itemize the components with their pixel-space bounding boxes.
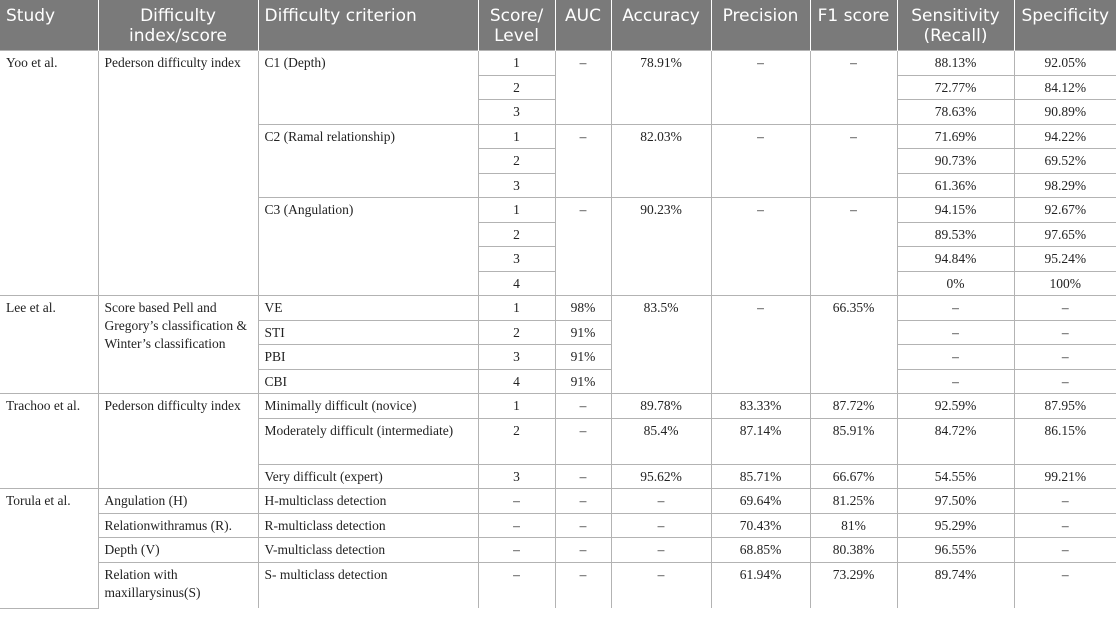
table-row <box>0 562 1116 608</box>
sensitivity-cell: 0% <box>897 271 1014 296</box>
specificity-cell: 87.95% <box>1014 394 1116 419</box>
f1-cell: 73.29% <box>810 562 897 608</box>
index-cell: Score based Pell and Gregory’s classification & Winter’s classification <box>98 296 258 394</box>
level-cell: – <box>478 562 555 608</box>
study-cell: Trachoo et al. <box>0 394 98 489</box>
criterion-cell: S- multiclass detection <box>258 562 478 608</box>
level-cell: 3 <box>478 247 555 272</box>
precision-cell: 70.43% <box>711 513 810 538</box>
accuracy-cell: – <box>611 489 711 514</box>
specificity-cell: – <box>1014 369 1116 394</box>
sensitivity-cell: 90.73% <box>897 149 1014 174</box>
auc-cell: – <box>555 418 611 464</box>
f1-cell: 66.67% <box>810 464 897 489</box>
specificity-cell: – <box>1014 489 1116 514</box>
level-cell: 1 <box>478 296 555 321</box>
specificity-cell: 97.65% <box>1014 222 1116 247</box>
criterion-cell: Moderately difficult (intermediate) <box>258 418 478 464</box>
sensitivity-cell: 94.84% <box>897 247 1014 272</box>
specificity-cell: – <box>1014 320 1116 345</box>
level-cell: – <box>478 538 555 563</box>
specificity-cell: – <box>1014 345 1116 370</box>
header-difficulty-index: Difficulty index/score <box>98 0 258 51</box>
auc-cell: – <box>555 51 611 125</box>
auc-cell: – <box>555 489 611 514</box>
level-cell: 4 <box>478 271 555 296</box>
precision-cell: – <box>711 124 810 198</box>
level-cell: 2 <box>478 418 555 464</box>
specificity-cell: 84.12% <box>1014 75 1116 100</box>
accuracy-cell: – <box>611 513 711 538</box>
level-cell: – <box>478 513 555 538</box>
level-cell: – <box>478 489 555 514</box>
study-cell: Torula et al. <box>0 489 98 609</box>
specificity-cell: – <box>1014 562 1116 608</box>
index-cell: Relationwithramus (R). <box>98 513 258 538</box>
specificity-cell: – <box>1014 296 1116 321</box>
sensitivity-cell: 96.55% <box>897 538 1014 563</box>
criterion-cell: Very difficult (expert) <box>258 464 478 489</box>
level-cell: 1 <box>478 51 555 76</box>
auc-cell: – <box>555 513 611 538</box>
sensitivity-cell: 97.50% <box>897 489 1014 514</box>
precision-cell: – <box>711 51 810 125</box>
criterion-cell: C2 (Ramal relationship) <box>258 124 478 198</box>
precision-cell: – <box>711 296 810 394</box>
precision-cell: 85.71% <box>711 464 810 489</box>
auc-cell: – <box>555 394 611 419</box>
f1-cell: 87.72% <box>810 394 897 419</box>
f1-cell: – <box>810 198 897 296</box>
level-cell: 1 <box>478 394 555 419</box>
auc-cell: – <box>555 124 611 198</box>
specificity-cell: 94.22% <box>1014 124 1116 149</box>
header-difficulty-criterion: Difficulty criterion <box>258 0 478 51</box>
sensitivity-cell: – <box>897 320 1014 345</box>
criterion-cell: C3 (Angulation) <box>258 198 478 296</box>
header-sensitivity: Sensitivity (Recall) <box>897 0 1014 51</box>
level-cell: 3 <box>478 345 555 370</box>
specificity-cell: 100% <box>1014 271 1116 296</box>
sensitivity-cell: 94.15% <box>897 198 1014 223</box>
accuracy-cell: 82.03% <box>611 124 711 198</box>
table-header <box>0 0 1116 51</box>
auc-cell: 91% <box>555 369 611 394</box>
header-specificity: Specificity <box>1014 0 1116 51</box>
auc-cell: 98% <box>555 296 611 321</box>
auc-cell: – <box>555 562 611 608</box>
table-row <box>0 51 1116 76</box>
precision-cell: 87.14% <box>711 418 810 464</box>
sensitivity-cell: 71.69% <box>897 124 1014 149</box>
level-cell: 4 <box>478 369 555 394</box>
table-row <box>0 296 1116 321</box>
sensitivity-cell: 95.29% <box>897 513 1014 538</box>
precision-cell: – <box>711 198 810 296</box>
auc-cell: 91% <box>555 345 611 370</box>
auc-cell: 91% <box>555 320 611 345</box>
level-cell: 3 <box>478 173 555 198</box>
study-cell: Yoo et al. <box>0 51 98 296</box>
auc-cell: – <box>555 464 611 489</box>
level-cell: 1 <box>478 198 555 223</box>
specificity-cell: 86.15% <box>1014 418 1116 464</box>
level-cell: 2 <box>478 320 555 345</box>
accuracy-cell: 78.91% <box>611 51 711 125</box>
sensitivity-cell: 88.13% <box>897 51 1014 76</box>
header-score-level: Score/ Level <box>478 0 555 51</box>
criterion-cell: Minimally difficult (novice) <box>258 394 478 419</box>
accuracy-cell: 89.78% <box>611 394 711 419</box>
index-cell: Pederson difficulty index <box>98 51 258 296</box>
criterion-cell: R-multiclass detection <box>258 513 478 538</box>
level-cell: 3 <box>478 100 555 125</box>
sensitivity-cell: 89.74% <box>897 562 1014 608</box>
criterion-cell: VE <box>258 296 478 321</box>
f1-cell: – <box>810 51 897 125</box>
precision-cell: 69.64% <box>711 489 810 514</box>
table-row <box>0 513 1116 538</box>
sensitivity-cell: – <box>897 345 1014 370</box>
index-cell: Relation with maxillarysinus(S) <box>98 562 258 608</box>
index-cell: Depth (V) <box>98 538 258 563</box>
criterion-cell: PBI <box>258 345 478 370</box>
sensitivity-cell: 92.59% <box>897 394 1014 419</box>
level-cell: 1 <box>478 124 555 149</box>
header-precision: Precision <box>711 0 810 51</box>
sensitivity-cell: 84.72% <box>897 418 1014 464</box>
specificity-cell: 92.67% <box>1014 198 1116 223</box>
specificity-cell: 69.52% <box>1014 149 1116 174</box>
criterion-cell: H-multiclass detection <box>258 489 478 514</box>
f1-cell: 85.91% <box>810 418 897 464</box>
header-accuracy: Accuracy <box>611 0 711 51</box>
accuracy-cell: 95.62% <box>611 464 711 489</box>
sensitivity-cell: 61.36% <box>897 173 1014 198</box>
f1-cell: 81% <box>810 513 897 538</box>
specificity-cell: – <box>1014 538 1116 563</box>
table-row <box>0 394 1116 419</box>
specificity-cell: 98.29% <box>1014 173 1116 198</box>
index-cell: Pederson difficulty index <box>98 394 258 489</box>
sensitivity-cell: 78.63% <box>897 100 1014 125</box>
index-cell: Angulation (H) <box>98 489 258 514</box>
criterion-cell: CBI <box>258 369 478 394</box>
f1-cell: 80.38% <box>810 538 897 563</box>
specificity-cell: 95.24% <box>1014 247 1116 272</box>
header-study: Study <box>0 0 98 51</box>
table-body <box>0 51 1116 609</box>
accuracy-cell: 83.5% <box>611 296 711 394</box>
level-cell: 2 <box>478 149 555 174</box>
header-f1-score: F1 score <box>810 0 897 51</box>
accuracy-cell: – <box>611 538 711 563</box>
specificity-cell: – <box>1014 513 1116 538</box>
header-auc: AUC <box>555 0 611 51</box>
study-cell: Lee et al. <box>0 296 98 394</box>
f1-cell: 81.25% <box>810 489 897 514</box>
precision-cell: 68.85% <box>711 538 810 563</box>
table-row <box>0 538 1116 563</box>
criterion-cell: STI <box>258 320 478 345</box>
criterion-cell: C1 (Depth) <box>258 51 478 125</box>
specificity-cell: 99.21% <box>1014 464 1116 489</box>
sensitivity-cell: 72.77% <box>897 75 1014 100</box>
sensitivity-cell: – <box>897 369 1014 394</box>
auc-cell: – <box>555 198 611 296</box>
precision-cell: 61.94% <box>711 562 810 608</box>
level-cell: 2 <box>478 75 555 100</box>
specificity-cell: 92.05% <box>1014 51 1116 76</box>
sensitivity-cell: – <box>897 296 1014 321</box>
f1-cell: – <box>810 124 897 198</box>
level-cell: 2 <box>478 222 555 247</box>
accuracy-cell: 90.23% <box>611 198 711 296</box>
accuracy-cell: – <box>611 562 711 608</box>
precision-cell: 83.33% <box>711 394 810 419</box>
accuracy-cell: 85.4% <box>611 418 711 464</box>
level-cell: 3 <box>478 464 555 489</box>
auc-cell: – <box>555 538 611 563</box>
criterion-cell: V-multiclass detection <box>258 538 478 563</box>
table-row <box>0 489 1116 514</box>
specificity-cell: 90.89% <box>1014 100 1116 125</box>
f1-cell: 66.35% <box>810 296 897 394</box>
sensitivity-cell: 89.53% <box>897 222 1014 247</box>
sensitivity-cell: 54.55% <box>897 464 1014 489</box>
